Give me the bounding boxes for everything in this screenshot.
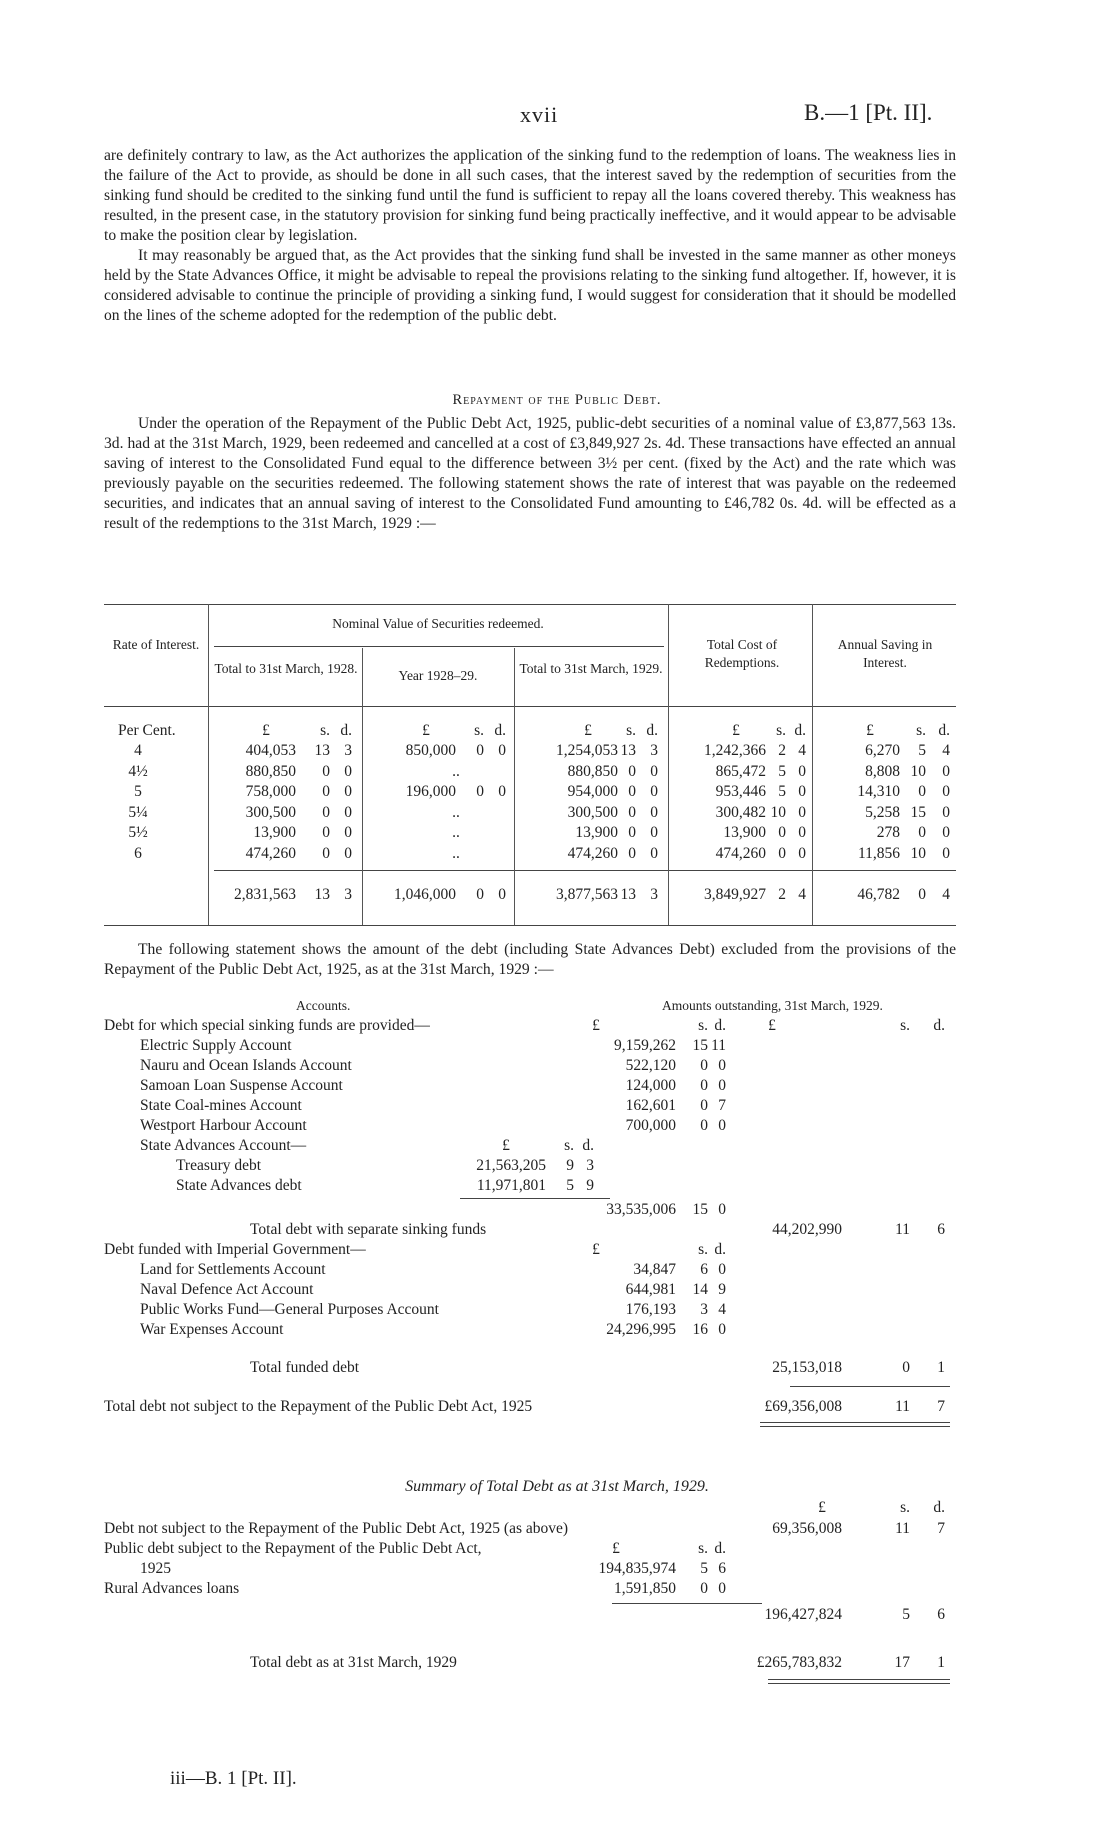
account-amount-pence: 7 [718,1097,726,1114]
inner-pound-sign: £ [592,1017,600,1034]
state-advances-total-pounds: 33,535,006 [606,1201,676,1218]
state-advances-amount-pounds: 21,563,205 [476,1157,546,1174]
section-heading: Repayment of the Public Debt. [452,392,662,408]
t29-value-pounds: 1,254,053 [556,742,618,759]
imperial-account-amount-pounds: 176,193 [625,1301,676,1318]
sav-d-label: d. [938,722,950,739]
cost-value-pounds: 953,446 [715,783,766,800]
sav-s-label: s. [916,722,926,739]
cost-d-label: d. [794,722,806,739]
yr-empty: .. [452,762,460,780]
t29-value-shillings: 0 [628,783,636,800]
imperial-account-amount-pounds: 644,981 [625,1281,676,1298]
paragraph-3: Under the operation of the Repayment of the Public Debt Act, 1925, public-debt securities of a nominal value of £3,877,563 13s. 3d. had at the 31st March, 1929, been redeemed and cancelled at a cost of £3,849,927 2s. 4d. These transactions have effected an annual saving of interest to the Consolidated Fund equal to the difference between 3½ per cent. (fixed by the Act) and the rate which was previously payable on the securities redeemed. The following statement shows the rate of interest that was payable on the redeemed securities, and indicates that an annual saving of interest to the Consolidated Fund amounting to £46,782 0s. 4d. will be effected as a result of the redemptions to the 31st March, 1929 :— [104,415,956,532]
outer-pound-sign: £ [768,1017,776,1034]
col-nominal-header: Nominal Value of Securities redeemed. [332,616,544,631]
cost-total-shillings: 2 [778,886,786,903]
account-amount-pence: 0 [718,1077,726,1094]
account-name: Westport Harbour Account [140,1117,307,1134]
t28-value-pence: 0 [344,824,352,841]
t28-s-label: s. [320,722,330,739]
grand-total-shillings: 11 [895,1398,910,1415]
rate-cell: 4½ [128,762,148,780]
imperial-account-amount-shillings: 14 [692,1281,708,1298]
grand-total-label: Total debt not subject to the Repayment of the Public Debt Act, 1925 [104,1398,533,1415]
yr-value-pounds: 850,000 [405,742,456,759]
cost-value-pounds: 300,482 [715,803,766,821]
cost-value-pence: 0 [798,824,806,841]
paragraph-2: It may reasonably be argued that, as the Act provides that the sinking fund shall be invested in the same manner as other moneys held by the State Advances Office, it might be advisable to repeal the provisions relating to the sinking fund altogether. If, however, it is considered advisable to continue the principle of providing a sinking fund, I would suggest for consideration that it should be modelled on the lines of the scheme adopted for the redemption of the public debt. [104,247,956,324]
summary-subtotal-pounds: 196,427,824 [764,1606,842,1623]
sum-s-label: s. [900,1499,910,1516]
yr-total-pence: 0 [498,886,506,903]
summary-double-rule [768,1679,950,1680]
summary-line2-amount-shillings: 5 [700,1560,708,1577]
summary-double-rule [768,1683,950,1684]
sav-value-shillings: 10 [910,762,926,780]
body-paragraphs-3 [104,940,956,980]
sav-total-pence: 4 [942,886,950,903]
summary-line1-amount-pence: 7 [937,1520,945,1537]
imp-s-label: s. [698,1241,708,1258]
cost-value-pence: 0 [798,762,806,780]
t29-total-shillings: 13 [620,886,636,903]
state-advances-item: State Advances debt [176,1177,302,1194]
imperial-heading: Debt funded with Imperial Government— [104,1241,366,1258]
t29-value-shillings: 0 [628,762,636,780]
account-name: Electric Supply Account [140,1037,292,1054]
imperial-account-amount-pence: 9 [718,1281,726,1298]
table-bottom-rule [104,925,956,926]
rate-cell: 5 [134,783,142,800]
nominal-sub-rule [214,646,664,647]
summary-line1-label: Debt not subject to the Repayment of the Public Debt Act, 1925 (as above) [104,1520,569,1537]
col-accounts-header: Accounts. [296,998,351,1013]
state-advances-total-shillings: 15 [692,1201,708,1218]
col-cost-header: Total Cost of Redemptions. [704,637,780,670]
imp-pound-sign: £ [592,1241,600,1258]
t29-value-pounds: 13,900 [575,824,618,841]
imperial-account-amount-shillings: 6 [700,1261,708,1278]
sav-value-shillings: 10 [910,844,926,862]
sav-total-pounds: 46,782 [857,886,900,903]
account-amount-pounds: 700,000 [625,1117,676,1134]
account-amount-pounds: 162,601 [625,1097,676,1114]
sav-value-pence: 0 [942,824,950,841]
t29-value-pence: 3 [650,742,658,759]
summary-sub-rule [612,1603,762,1604]
sav-value-pounds: 6,270 [865,742,900,759]
account-amount-shillings: 15 [692,1037,708,1054]
t29-d-label: d. [646,722,658,739]
account-name: State Coal-mines Account [140,1097,302,1114]
t28-value-pounds: 758,000 [245,783,296,800]
t29-value-shillings: 13 [620,742,636,759]
table-head-rule [104,706,956,707]
t29-s-label: s. [626,722,636,739]
account-amount-pounds: 9,159,262 [614,1037,676,1054]
col-divider [812,604,813,706]
account-amount-shillings: 0 [700,1117,708,1134]
t29-value-shillings: 0 [628,824,636,841]
sep-total-shillings: 11 [895,1221,910,1238]
summary-line2-amount-pounds: 194,835,974 [598,1560,676,1577]
sa-d-label: d. [582,1137,594,1154]
paragraph-1: are definitely contrary to law, as the Act authorizes the application of the sinking fund to the redemption of loans. The weakness lies in the failure of the Act to provide, as should be done in all such cases, that the interest saved by the redemption of securities from the sinking fund should be credited to the sinking fund until the fund is sufficient to repay all the loans covered thereby. This weakness has resulted, in the present case, in the statutory provision for sinking fund being practically ineffective, and it would appear to be advisable to make the position clear by legislation. [104,147,956,244]
t28-total-pence: 3 [344,886,352,903]
t28-value-shillings: 0 [322,762,330,780]
yr-value-pence: 0 [498,783,506,800]
yr-pound-sign: £ [422,722,430,739]
yr-value-shillings: 0 [476,742,484,759]
state-advances-amount-pence: 3 [586,1157,594,1174]
col-year-header: Year 1928–29. [398,668,478,683]
yr-value-shillings: 0 [476,783,484,800]
account-amount-pence: 0 [718,1117,726,1134]
t28-value-shillings: 0 [322,844,330,862]
page-number: xvii [520,102,559,127]
account-amount-pounds: 124,000 [625,1077,676,1094]
unit-label: Per Cent. [118,722,176,739]
sa-pound-sign: £ [502,1137,510,1154]
cost-value-shillings: 0 [778,824,786,841]
body-paragraphs-1 [104,146,956,326]
summary-line2-year: 1925 [140,1560,171,1577]
imperial-account-amount-pounds: 34,847 [633,1261,676,1278]
sav-pound-sign: £ [866,722,874,739]
sa-s-label: s. [564,1137,574,1154]
document-code: B.—1 [Pt. II]. [804,100,933,125]
table-top-rule [104,604,956,605]
state-advances-label: State Advances Account— [140,1137,307,1154]
sum-pound-sign: £ [818,1499,826,1516]
t28-total-pounds: 2,831,563 [234,886,296,903]
cost-value-shillings: 5 [778,762,786,780]
t28-value-pounds: 404,053 [245,742,296,759]
col-total28-header: Total to 31st March, 1928. [214,661,358,676]
col-rate-header: Rate of Interest. [112,637,200,652]
sav-value-pounds: 278 [876,824,900,841]
yr-total-pounds: 1,046,000 [394,886,456,903]
special-heading: Debt for which special sinking funds are provided— [104,1017,430,1034]
t28-value-pounds: 13,900 [253,824,296,841]
col-divider [668,604,669,706]
cost-value-pounds: 13,900 [723,824,766,841]
t29-value-pence: 0 [650,803,658,821]
cost-value-pounds: 474,260 [715,844,766,862]
t28-value-pence: 0 [344,844,352,862]
t28-value-pounds: 300,500 [245,803,296,821]
summary-line3-label: Rural Advances loans [104,1580,240,1597]
funded-total-pounds: 25,153,018 [772,1359,842,1376]
body-paragraphs-2 [104,414,956,534]
cost-value-shillings: 0 [778,844,786,862]
t28-value-pounds: 474,260 [245,844,296,862]
t29-value-shillings: 0 [628,844,636,862]
sav-total-shillings: 0 [918,886,926,903]
sav-value-pounds: 11,856 [857,844,900,862]
summary-line2-amount-pence: 6 [718,1560,726,1577]
yr-value-pence: 0 [498,742,506,759]
summary-line1-amount-shillings: 11 [895,1520,910,1537]
summary-line1-amount-pounds: 69,356,008 [772,1520,842,1537]
t29-value-pounds: 880,850 [567,762,618,780]
state-advances-amount-pounds: 11,971,801 [476,1177,546,1194]
sav-value-shillings: 5 [918,742,926,759]
funded-total-label: Total funded debt [250,1359,360,1376]
yr-total-shillings: 0 [476,886,484,903]
summary-line3-amount-shillings: 0 [700,1580,708,1597]
sum-d-label: d. [933,1499,945,1516]
grand-total-pence: 7 [937,1398,945,1415]
account-amount-pounds: 522,120 [625,1057,676,1074]
t29-value-pence: 0 [650,762,658,780]
t29-value-pounds: 300,500 [567,803,618,821]
t28-value-shillings: 0 [322,803,330,821]
account-amount-pence: 0 [718,1057,726,1074]
col-saving-header: Annual Saving in Interest. [837,637,933,670]
t28-value-shillings: 0 [322,824,330,841]
cost-s-label: s. [776,722,786,739]
account-amount-shillings: 0 [700,1077,708,1094]
imperial-account-name: Land for Settlements Account [140,1261,326,1278]
sav-value-pounds: 5,258 [865,803,900,821]
imperial-account-name: War Expenses Account [140,1321,284,1338]
imperial-account-name: Naval Defence Act Account [140,1281,314,1298]
cost-value-pence: 0 [798,844,806,862]
t29-value-pounds: 954,000 [567,783,618,800]
imperial-account-amount-pence: 0 [718,1321,726,1338]
yr-value-pounds: 196,000 [405,783,456,800]
t28-value-shillings: 0 [322,783,330,800]
imperial-account-amount-pence: 4 [718,1301,726,1318]
col-total29-header: Total to 31st March, 1929. [519,661,663,676]
t28-value-shillings: 13 [314,742,330,759]
account-amount-shillings: 0 [700,1097,708,1114]
sep-total-pence: 6 [937,1221,945,1238]
summary-total-label: Total debt as at 31st March, 1929 [250,1654,457,1671]
sep-total-pounds: 44,202,990 [772,1221,842,1238]
summary-title: Summary of Total Debt as at 31st March, 1929. [405,1478,709,1495]
sep-total-label: Total debt with separate sinking funds [250,1221,487,1238]
imp-d-label: d. [714,1241,726,1258]
account-name: Samoan Loan Suspense Account [140,1077,343,1094]
imperial-account-amount-pence: 0 [718,1261,726,1278]
state-advances-total-pence: 0 [718,1201,726,1218]
yr-s-label: s. [474,722,484,739]
funded-total-shillings: 0 [902,1359,910,1376]
state-advances-item: Treasury debt [176,1157,262,1174]
t28-value-pence: 0 [344,803,352,821]
state-advances-amount-shillings: 9 [566,1157,574,1174]
t28-value-pounds: 880,850 [245,762,296,780]
yr-empty: .. [452,803,460,821]
paragraph-4: The following statement shows the amount of the debt (including State Advances Debt) excluded from the provisions of the Repayment of the Public Debt Act, 1925, as at the 31st March, 1929 :— [104,941,956,978]
yr-empty: .. [452,844,460,862]
sav-value-pence: 0 [942,803,950,821]
yr-empty: .. [452,824,460,841]
cost-total-pence: 4 [798,886,806,903]
summary-total-pounds: £265,783,832 [756,1654,842,1671]
summary-line2-label: Public debt subject to the Repayment of the Public Debt Act, [104,1540,482,1557]
rate-cell: 5½ [128,824,148,841]
footer-signature: iii—B. 1 [Pt. II]. [170,1768,297,1789]
totals-rule [214,870,956,871]
cost-pound-sign: £ [732,722,740,739]
t28-value-pence: 0 [344,783,352,800]
t29-value-pence: 0 [650,844,658,862]
sav-value-pence: 0 [942,783,950,800]
total-rule [790,1386,950,1387]
rate-cell: 4 [134,742,142,759]
sav-value-pence: 0 [942,762,950,780]
cost-total-pounds: 3,849,927 [704,886,766,903]
outer-d-label: d. [933,1017,945,1034]
summary-line3-amount-pounds: 1,591,850 [614,1580,676,1597]
cost-value-pounds: 1,242,366 [704,742,766,759]
double-rule [760,1426,950,1427]
cost-value-pence: 4 [798,742,806,759]
t28-d-label: d. [340,722,352,739]
t28-total-shillings: 13 [314,886,330,903]
yr-d-label: d. [494,722,506,739]
cost-value-pence: 0 [798,803,806,821]
t28-pound-sign: £ [262,722,270,739]
sum-inner-s-label: s. [698,1540,708,1557]
imperial-account-amount-shillings: 16 [692,1321,708,1338]
sav-value-shillings: 15 [910,803,926,821]
sav-value-shillings: 0 [918,783,926,800]
col-divider [514,648,515,706]
summary-total-shillings: 17 [894,1654,910,1671]
account-amount-shillings: 0 [700,1057,708,1074]
imperial-account-name: Public Works Fund—General Purposes Account [140,1301,439,1318]
t29-value-shillings: 0 [628,803,636,821]
sum-inner-d-label: d. [714,1540,726,1557]
t29-total-pence: 3 [650,886,658,903]
imperial-account-amount-pounds: 24,296,995 [606,1321,676,1338]
inner-d-label: d. [714,1017,726,1034]
inner-s-label: s. [698,1017,708,1034]
sum-inner-pound-sign: £ [612,1540,620,1557]
cost-value-pence: 0 [798,783,806,800]
sav-value-pence: 0 [942,844,950,862]
sav-value-pounds: 14,310 [857,783,900,800]
rate-cell: 6 [134,844,142,862]
rate-cell: 5¼ [128,803,148,821]
summary-subtotal-shillings: 5 [902,1606,910,1623]
cost-value-shillings: 5 [778,783,786,800]
funded-total-pence: 1 [937,1359,945,1376]
sav-value-shillings: 0 [918,824,926,841]
subtotal-rule [460,1198,610,1199]
summary-line3-amount-pence: 0 [718,1580,726,1597]
cost-value-pounds: 865,472 [715,762,766,780]
t29-pound-sign: £ [584,722,592,739]
col-amounts-header: Amounts outstanding, 31st March, 1929. [662,998,883,1013]
state-advances-amount-shillings: 5 [566,1177,574,1194]
col-divider [362,648,363,706]
t28-value-pence: 3 [344,742,352,759]
double-rule [760,1422,950,1423]
t28-value-pence: 0 [344,762,352,780]
cost-value-shillings: 10 [770,803,786,821]
imperial-account-amount-shillings: 3 [700,1301,708,1318]
account-name: Nauru and Ocean Islands Account [140,1057,352,1074]
grand-total-pounds: £69,356,008 [764,1398,842,1415]
cost-value-shillings: 2 [778,742,786,759]
sav-value-pounds: 8,808 [865,762,900,780]
state-advances-amount-pence: 9 [586,1177,594,1194]
t29-value-pence: 0 [650,824,658,841]
t29-total-pounds: 3,877,563 [556,886,618,903]
sav-value-pence: 4 [942,742,950,759]
t29-value-pounds: 474,260 [567,844,618,862]
account-amount-pence: 11 [711,1037,726,1054]
summary-total-pence: 1 [937,1654,945,1671]
outer-s-label: s. [900,1017,910,1034]
summary-subtotal-pence: 6 [937,1606,945,1623]
t29-value-pence: 0 [650,783,658,800]
